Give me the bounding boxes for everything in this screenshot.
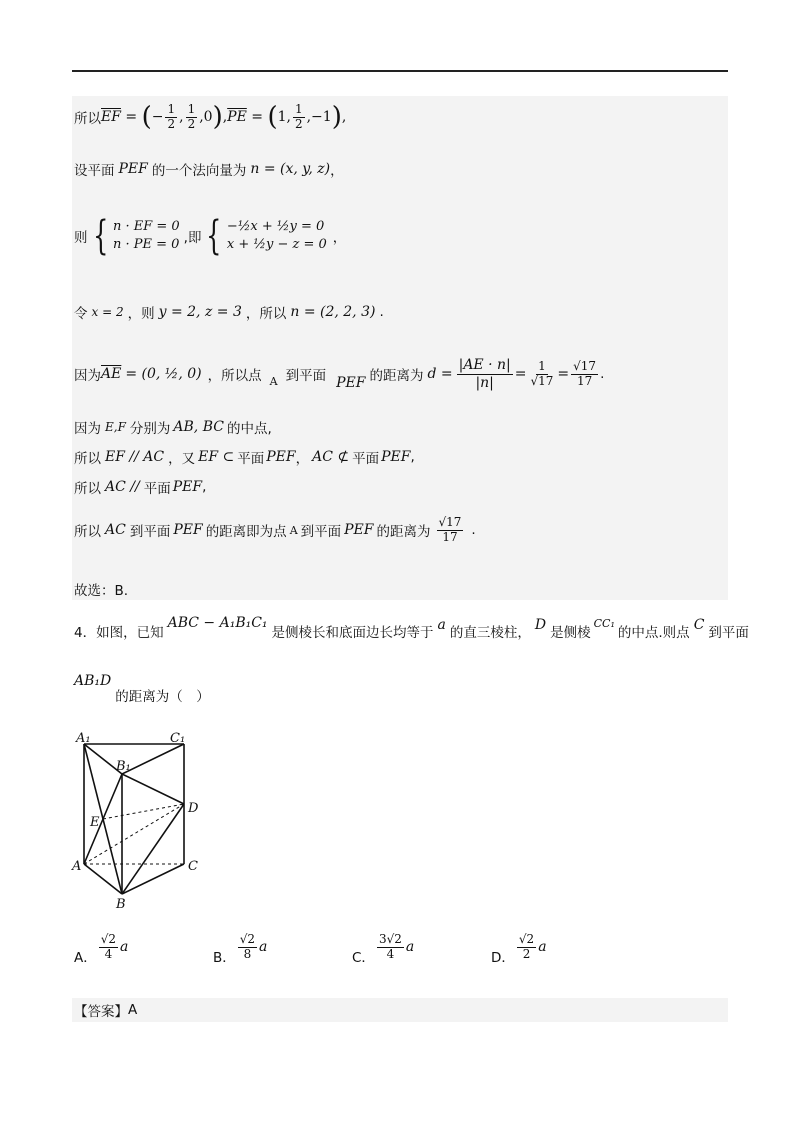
plane-pef: PEF [118,161,148,177]
label-d: D [188,801,199,816]
system-1: n · EF = 0 n · PE = 0 [112,219,180,252]
solution-line-5: 因为 $\overline{AE}$ = (0, ½, 0) ，所以点 A 到平面 PEF 的距离为 d = $\frac{|AE \cdot n|}{|n|}$ = $\frac{1}{√17}$ = $\frac{√17}{17}$ . [74,357,605,391]
answer-bar [72,998,728,1022]
label-b: B [116,897,126,910]
option-d: D． $\frac{√2}{2}$ a [491,931,547,966]
solution-line-1: 所以 $\overline{EF}$ = ( − $\frac{1}{2}$ , $\frac{1}{2}$ ,0 ) , $\overline{PE}$ = ( 1, $\frac{1}{2}$ ,−1 ) , [74,101,347,132]
vector-ef: $\overline{EF}$ [101,109,121,125]
distance-fraction: $\frac{|AE \cdot n|}{|n|}$ [458,357,511,391]
fraction: $\frac{1}{2}$ [294,101,303,131]
solution-line-3: 则 { n · EF = 0 n · PE = 0 ,即 { −½x + ½y = 0 x + ½y − z = 0 ， [74,213,347,259]
segment-b1-d [122,774,184,804]
question-4-line-2: AB₁D 的距离为（ ） [74,673,210,705]
label-a1: A₁ [76,731,91,746]
label-c: C [188,859,198,874]
normal-vector: n = (x, y, z) [250,161,331,177]
option-c: C． $\frac{3√2}{4}$ a [352,931,415,966]
prism-figure [70,730,220,910]
solution-line-7: 所以 EF // AC ，又 EF ⊂ 平面 PEF ， AC ⊄ 平面 PEF , [74,449,415,467]
label-a: A [72,859,82,874]
label-b1: B₁ [116,759,131,774]
fraction: $\frac{1}{2}$ [187,101,196,131]
solution-line-4: 令 x = 2 ，则 y = 2, z = 3 ，所以 n = (2, 2, 3) . [74,304,384,322]
fraction: $\frac{1}{2}$ [167,101,176,131]
prism-name: ABC − A₁B₁C₁ [167,615,268,631]
edge-b1-c1 [122,744,184,774]
label-e: E [90,815,100,830]
edge-b-c [122,864,184,894]
text: 所以 [74,111,101,127]
header-rule [72,70,728,72]
option-b: B． $\frac{√2}{8}$ a [213,931,268,966]
segment-b-d [122,804,184,894]
solution-line-8: 所以 AC // 平面 PEF , [74,479,207,497]
solution-line-6: 因为 E,F 分别为 AB, BC 的中点, [74,419,272,437]
question-4-line-1: 4．如图，已知 ABC − A₁B₁C₁ 是侧棱长和底面边长均等于 a 的直三棱柱， D 是侧棱 CC₁ 的中点.则点 C 到平面 [74,615,749,641]
solution-choice: 故选：B. [74,583,129,599]
vector-ae: $\overline{AE}$ [101,366,122,382]
system-2: −½x + ½y = 0 x + ½y − z = 0 [226,219,327,252]
plane-ab1d: AB₁D [74,673,112,689]
option-a: A． $\frac{√2}{4}$ a [74,931,129,966]
solution-line-2: 设平面 PEF 的一个法向量为 n = (x, y, z) ， [74,161,344,179]
vector-pe: $\overline{PE}$ [227,109,247,125]
minus-sign: − [151,109,164,125]
answer-label: 【答案】 [74,1004,128,1020]
answer-value: A [128,1002,138,1018]
label-c1: C₁ [170,731,186,746]
solution-line-9: 所以 AC 到平面 PEF 的距离即为点 A 到平面 PEF 的距离为 $\frac{√17}{17}$ . [74,514,476,544]
